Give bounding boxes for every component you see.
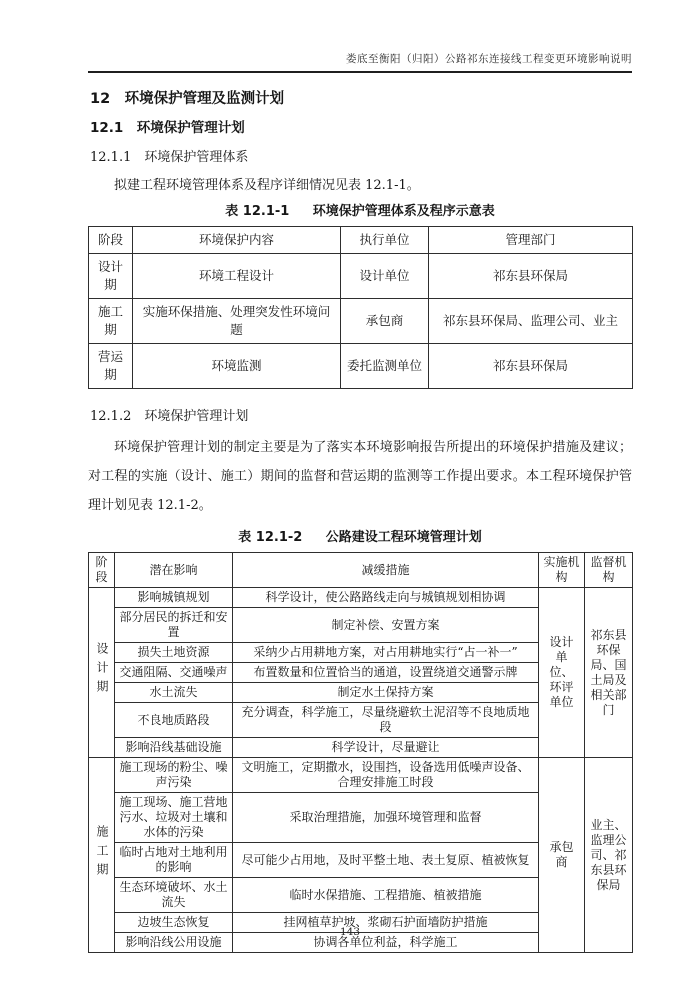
subsection-heading-2: 12.1.2 环境保护管理计划 bbox=[90, 409, 249, 424]
impact-cell: 交通阻隔、交通噪声 bbox=[115, 663, 233, 683]
t2-header-implementer: 实施机构 bbox=[539, 553, 585, 588]
measure-cell: 尽可能少占用地，及时平整土地、表土复原、植被恢复 bbox=[233, 843, 539, 878]
design-stage-cell bbox=[89, 588, 115, 758]
measure-cell: 文明施工，定期撒水，设围挡，设备选用低噪声设备、合理安排施工时段 bbox=[233, 758, 539, 793]
table-row bbox=[89, 758, 633, 793]
impact-cell: 影响沿线公用设施 bbox=[115, 933, 233, 953]
t1-content-cell: 实施环保措施、处理突发性环境问题 bbox=[133, 299, 341, 344]
t1-department-cell: 祁东县环保局、监理公司、业主 bbox=[429, 299, 633, 344]
measure-cell: 充分调查，科学施工，尽量绕避软土泥沼等不良地质地段 bbox=[233, 703, 539, 738]
table-row bbox=[89, 254, 633, 299]
t2-header-impact: 潜在影响 bbox=[115, 553, 233, 588]
t1-stage-cell: 设计期 bbox=[89, 254, 133, 299]
design-supervisor-cell: 祁东县环保局、国土局及相关部门 bbox=[585, 588, 633, 758]
table2-caption bbox=[88, 529, 632, 546]
table2-caption-label: 表 12.1-2 bbox=[238, 530, 303, 545]
t1-executor-cell: 委托监测单位 bbox=[341, 344, 429, 389]
header-rule bbox=[88, 71, 632, 73]
impact-cell: 影响沿线基础设施 bbox=[115, 738, 233, 758]
measure-cell: 挂网植草护坡、浆砌石护面墙防护措施 bbox=[233, 913, 539, 933]
t1-header-content: 环境保护内容 bbox=[133, 227, 341, 254]
measure-cell: 布置数量和位置恰当的通道，设置绕道交通警示牌 bbox=[233, 663, 539, 683]
page-number: 143 bbox=[339, 926, 361, 938]
measure-cell: 采纳少占用耕地方案，对占用耕地实行“占一补一” bbox=[233, 643, 539, 663]
subsection-heading-1: 12.1.1 环境保护管理体系 bbox=[90, 150, 249, 165]
t2-header-row bbox=[89, 553, 633, 588]
construction-supervisor-cell: 业主、监理公司、祁东县环保局 bbox=[585, 758, 633, 953]
measure-cell: 采取治理措施，加强环境管理和监督 bbox=[233, 793, 539, 843]
t1-department-cell: 祁东县环保局 bbox=[429, 254, 633, 299]
construction-stage-label: 施工期 bbox=[95, 824, 109, 882]
t1-header-row bbox=[89, 227, 633, 254]
impact-cell: 生态环境破坏、水土流失 bbox=[115, 878, 233, 913]
t1-stage-cell: 施工期 bbox=[89, 299, 133, 344]
table-row bbox=[89, 588, 633, 608]
measure-cell: 科学设计，尽量避让 bbox=[233, 738, 539, 758]
t1-content-cell: 环境监测 bbox=[133, 344, 341, 389]
t1-executor-cell: 设计单位 bbox=[341, 254, 429, 299]
t1-stage-cell: 营运期 bbox=[89, 344, 133, 389]
table1-caption bbox=[88, 203, 632, 220]
table-row bbox=[89, 344, 633, 389]
t2-header-measure: 减缓措施 bbox=[233, 553, 539, 588]
management-system-table bbox=[88, 226, 633, 389]
measure-cell: 制定补偿、安置方案 bbox=[233, 608, 539, 643]
table1-caption-title: 环境保护管理体系及程序示意表 bbox=[312, 204, 495, 219]
impact-cell: 施工现场的粉尘、噪声污染 bbox=[115, 758, 233, 793]
measure-cell: 协调各单位利益，科学施工 bbox=[233, 933, 539, 953]
construction-implementer-cell: 承包商 bbox=[539, 758, 585, 953]
t1-executor-cell: 承包商 bbox=[341, 299, 429, 344]
measure-cell: 科学设计，使公路路线走向与城镇规划相协调 bbox=[233, 588, 539, 608]
impact-cell: 边坡生态恢复 bbox=[115, 913, 233, 933]
construction-stage-cell bbox=[89, 758, 115, 953]
table1-caption-label: 表 12.1-1 bbox=[225, 204, 290, 219]
t2-header-supervisor: 监督机构 bbox=[585, 553, 633, 588]
measure-cell: 临时水保措施、工程措施、植被措施 bbox=[233, 878, 539, 913]
impact-cell: 临时占地对土地利用的影响 bbox=[115, 843, 233, 878]
design-stage-label: 设计期 bbox=[95, 642, 109, 699]
impact-cell: 水土流失 bbox=[115, 683, 233, 703]
running-header-title: 娄底至衡阳（归阳）公路祁东连接线工程变更环境影响说明 bbox=[346, 53, 632, 65]
table2-caption-title: 公路建设工程环境管理计划 bbox=[325, 530, 482, 545]
intro-paragraph-2: 环境保护管理计划的制定主要是为了落实本环境影响报告所提出的环境保护措施及建议；对工程的实施（设计、施工）期间的监督和营运期的监测等工作提出要求。本工程环境保护管理计划见表 12.1-2。 bbox=[88, 440, 632, 513]
section-heading: 12.1 环境保护管理计划 bbox=[90, 120, 245, 136]
impact-cell: 部分居民的拆迁和安置 bbox=[115, 608, 233, 643]
impact-cell: 影响城镇规划 bbox=[115, 588, 233, 608]
chapter-heading: 12 环境保护管理及监测计划 bbox=[90, 91, 285, 107]
measure-cell: 制定水土保持方案 bbox=[233, 683, 539, 703]
table-row bbox=[89, 299, 633, 344]
t1-department-cell: 祁东县环保局 bbox=[429, 344, 633, 389]
t1-header-executor: 执行单位 bbox=[341, 227, 429, 254]
t1-content-cell: 环境工程设计 bbox=[133, 254, 341, 299]
t2-header-stage: 阶段 bbox=[89, 553, 115, 588]
intro-paragraph-1: 拟建工程环境管理体系及程序详细情况见表 12.1-1。 bbox=[114, 178, 420, 193]
t1-header-stage: 阶段 bbox=[89, 227, 133, 254]
impact-cell: 损失土地资源 bbox=[115, 643, 233, 663]
management-plan-table bbox=[88, 552, 633, 953]
design-implementer-cell: 设计单位、环评单位 bbox=[539, 588, 585, 758]
impact-cell: 施工现场、施工营地污水、垃圾对土壤和水体的污染 bbox=[115, 793, 233, 843]
t1-header-department: 管理部门 bbox=[429, 227, 633, 254]
impact-cell: 不良地质路段 bbox=[115, 703, 233, 738]
